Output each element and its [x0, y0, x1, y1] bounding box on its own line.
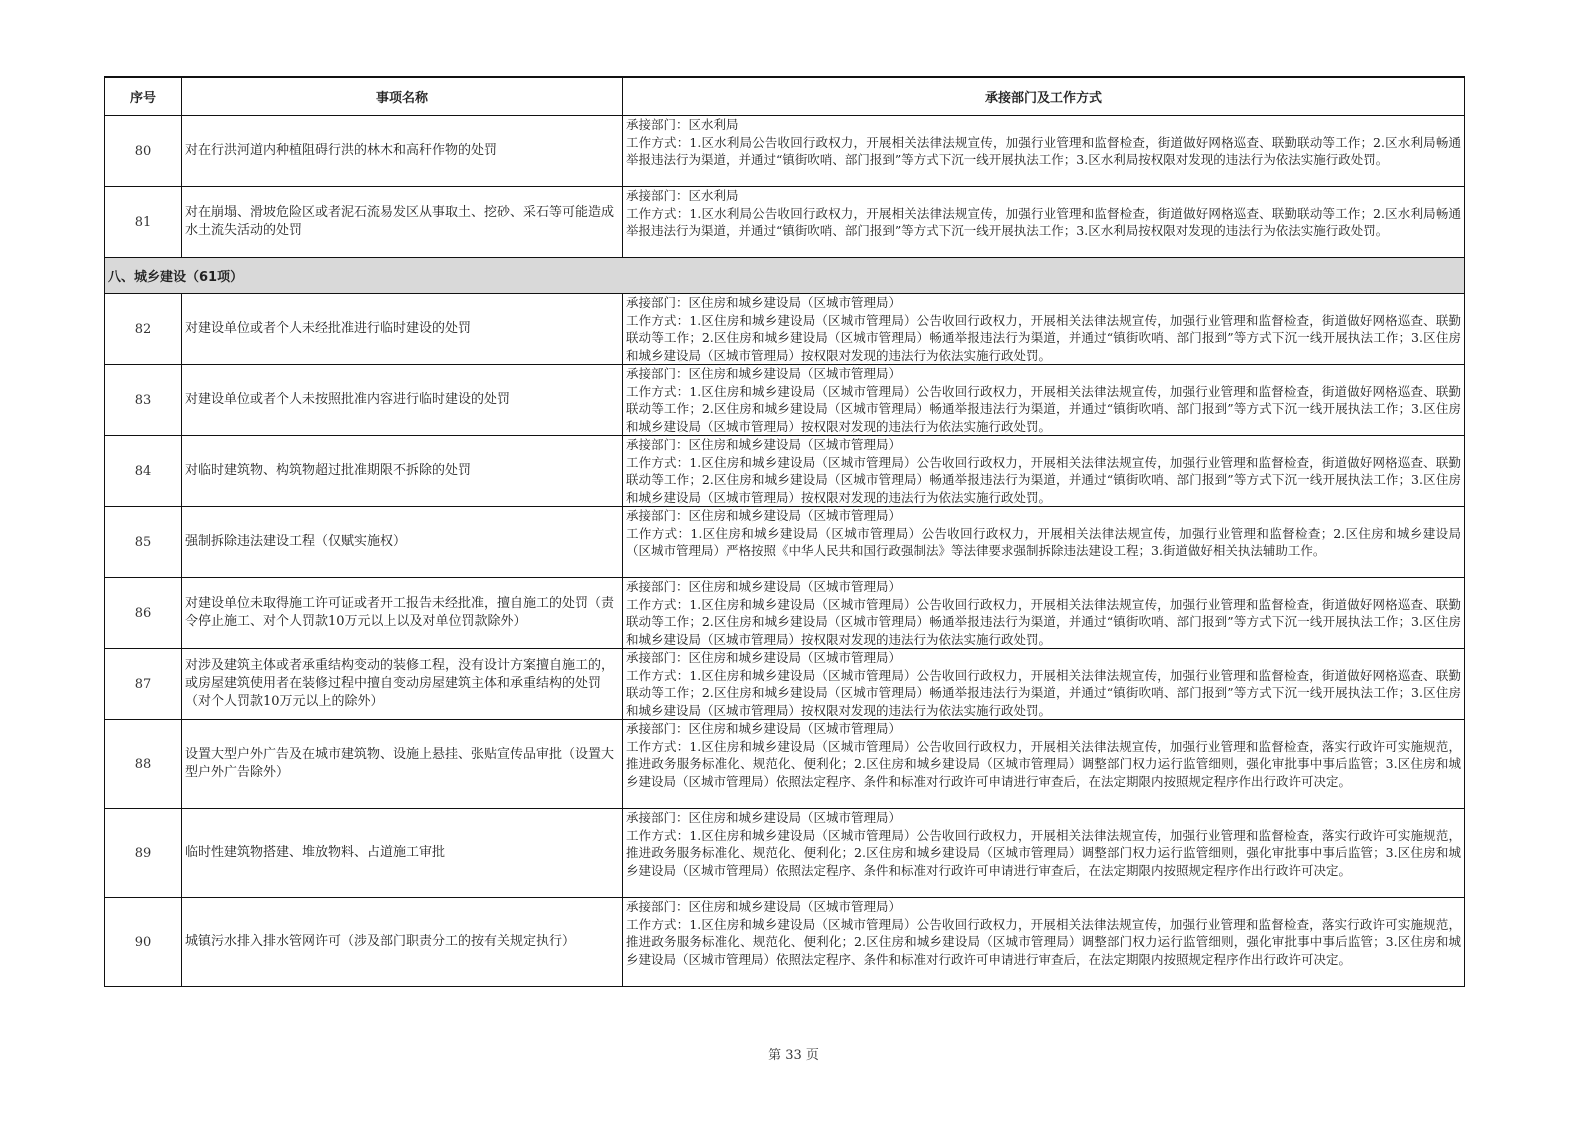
- table-row: [105, 649, 1465, 720]
- item-name: 城镇污水排入排水管网许可（涉及部门职责分工的按有关规定执行）: [182, 898, 623, 987]
- row-number: 80: [105, 116, 182, 187]
- table-row: [105, 436, 1465, 507]
- items-table: [104, 76, 1465, 987]
- dept-cell: [623, 720, 1465, 809]
- row-number: 88: [105, 720, 182, 809]
- work-method: 工作方式：1.区住房和城乡建设局（区城市管理局）公告收回行政权力，开展相关法律法规宣传，加强行业管理和监督检查，街道做好网格巡查、联勤联动等工作；2.区住房和城乡建设局（区城市管理局）畅通举报违法行为渠道，并通过“镇街吹哨、部门报到”等方式下沉一线开展执法工作；3.区住房和城乡建设局（区城市管理局）按权限对发现的违法行为依法实施行政处罚。: [626, 596, 1461, 647]
- dept-cell: [623, 898, 1465, 987]
- dept-label: 承接部门：区住房和城乡建设局（区城市管理局）: [626, 295, 902, 310]
- item-name: 对临时建筑物、构筑物超过批准期限不拆除的处罚: [182, 436, 623, 507]
- dept-cell: [623, 649, 1465, 720]
- row-number: 87: [105, 649, 182, 720]
- table-row: [105, 578, 1465, 649]
- header-dept: 承接部门及工作方式: [623, 77, 1465, 116]
- dept-label: 承接部门：区住房和城乡建设局（区城市管理局）: [626, 810, 902, 825]
- work-method: 工作方式：1.区住房和城乡建设局（区城市管理局）公告收回行政权力，开展相关法律法规宣传，加强行业管理和监督检查，街道做好网格巡查、联勤联动等工作；2.区住房和城乡建设局（区城市管理局）畅通举报违法行为渠道，并通过“镇街吹哨、部门报到”等方式下沉一线开展执法工作；3.区住房和城乡建设局（区城市管理局）按权限对发现的违法行为依法实施行政处罚。: [626, 383, 1461, 434]
- header-no: 序号: [105, 77, 182, 116]
- table-row: [105, 507, 1465, 578]
- item-name: 强制拆除违法建设工程（仅赋实施权）: [182, 507, 623, 578]
- dept-label: 承接部门：区住房和城乡建设局（区城市管理局）: [626, 437, 902, 452]
- row-number: 85: [105, 507, 182, 578]
- row-number: 84: [105, 436, 182, 507]
- table-row: [105, 365, 1465, 436]
- row-number: 82: [105, 294, 182, 365]
- work-method: 工作方式：1.区住房和城乡建设局（区城市管理局）公告收回行政权力，开展相关法律法规宣传，加强行业管理和监督检查；2.区住房和城乡建设局（区城市管理局）严格按照《中华人民共和国行政强制法》等法律要求强制拆除违法建设工程；3.街道做好相关执法辅助工作。: [626, 525, 1461, 558]
- dept-label: 承接部门：区水利局: [626, 117, 739, 132]
- dept-label: 承接部门：区住房和城乡建设局（区城市管理局）: [626, 650, 902, 665]
- item-name: 设置大型户外广告及在城市建筑物、设施上悬挂、张贴宣传品审批（设置大型户外广告除外）: [182, 720, 623, 809]
- dept-label: 承接部门：区住房和城乡建设局（区城市管理局）: [626, 579, 902, 594]
- work-method: 工作方式：1.区住房和城乡建设局（区城市管理局）公告收回行政权力，开展相关法律法规宣传，加强行业管理和监督检查，落实行政许可实施规范，推进政务服务标准化、规范化、便利化；2.区住房和城乡建设局（区城市管理局）调整部门权力运行监管细则，强化审批事中事后监管；3.区住房和城乡建设局（区城市管理局）依照法定程序、条件和标准对行政许可申请进行审查后，在法定期限内按照规定程序作出行政许可决定。: [626, 916, 1461, 967]
- row-number: 89: [105, 809, 182, 898]
- table-row: [105, 720, 1465, 809]
- table-header-row: [105, 77, 1465, 116]
- dept-cell: [623, 187, 1465, 258]
- dept-cell: [623, 436, 1465, 507]
- row-number: 81: [105, 187, 182, 258]
- dept-cell: [623, 116, 1465, 187]
- item-name: 对在行洪河道内种植阻碍行洪的林木和高秆作物的处罚: [182, 116, 623, 187]
- work-method: 工作方式：1.区水利局公告收回行政权力，开展相关法律法规宣传，加强行业管理和监督检查，街道做好网格巡查、联勤联动等工作；2.区水利局畅通举报违法行为渠道，并通过“镇街吹哨、部门报到”等方式下沉一线开展执法工作；3.区水利局按权限对发现的违法行为依法实施行政处罚。: [626, 134, 1461, 167]
- dept-label: 承接部门：区住房和城乡建设局（区城市管理局）: [626, 899, 902, 914]
- row-number: 90: [105, 898, 182, 987]
- item-name: 对在崩塌、滑坡危险区或者泥石流易发区从事取土、挖砂、采石等可能造成水土流失活动的处罚: [182, 187, 623, 258]
- section-header-row: [105, 258, 1465, 294]
- item-name: 临时性建筑物搭建、堆放物料、占道施工审批: [182, 809, 623, 898]
- row-number: 83: [105, 365, 182, 436]
- table-row: [105, 809, 1465, 898]
- dept-cell: [623, 578, 1465, 649]
- dept-label: 承接部门：区水利局: [626, 188, 739, 203]
- dept-cell: [623, 365, 1465, 436]
- table-row: [105, 187, 1465, 258]
- work-method: 工作方式：1.区住房和城乡建设局（区城市管理局）公告收回行政权力，开展相关法律法规宣传，加强行业管理和监督检查，街道做好网格巡查、联勤联动等工作；2.区住房和城乡建设局（区城市管理局）畅通举报违法行为渠道，并通过“镇街吹哨、部门报到”等方式下沉一线开展执法工作；3.区住房和城乡建设局（区城市管理局）按权限对发现的违法行为依法实施行政处罚。: [626, 454, 1461, 505]
- dept-cell: [623, 809, 1465, 898]
- dept-cell: [623, 294, 1465, 365]
- item-name: 对建设单位或者个人未按照批准内容进行临时建设的处罚: [182, 365, 623, 436]
- dept-cell: [623, 507, 1465, 578]
- work-method: 工作方式：1.区住房和城乡建设局（区城市管理局）公告收回行政权力，开展相关法律法规宣传，加强行业管理和监督检查，落实行政许可实施规范，推进政务服务标准化、规范化、便利化；2.区住房和城乡建设局（区城市管理局）调整部门权力运行监管细则，强化审批事中事后监管；3.区住房和城乡建设局（区城市管理局）依照法定程序、条件和标准对行政许可申请进行审查后，在法定期限内按照规定程序作出行政许可决定。: [626, 738, 1461, 789]
- table-row: [105, 294, 1465, 365]
- item-name: 对涉及建筑主体或者承重结构变动的装修工程，没有设计方案擅自施工的，或房屋建筑使用者在装修过程中擅自变动房屋建筑主体和承重结构的处罚（对个人罚款10万元以上的除外）: [182, 649, 623, 720]
- header-name: 事项名称: [182, 77, 623, 116]
- dept-label: 承接部门：区住房和城乡建设局（区城市管理局）: [626, 508, 902, 523]
- dept-label: 承接部门：区住房和城乡建设局（区城市管理局）: [626, 721, 902, 736]
- row-number: 86: [105, 578, 182, 649]
- work-method: 工作方式：1.区住房和城乡建设局（区城市管理局）公告收回行政权力，开展相关法律法规宣传，加强行业管理和监督检查，街道做好网格巡查、联勤联动等工作；2.区住房和城乡建设局（区城市管理局）畅通举报违法行为渠道，并通过“镇街吹哨、部门报到”等方式下沉一线开展执法工作；3.区住房和城乡建设局（区城市管理局）按权限对发现的违法行为依法实施行政处罚。: [626, 312, 1461, 363]
- work-method: 工作方式：1.区住房和城乡建设局（区城市管理局）公告收回行政权力，开展相关法律法规宣传，加强行业管理和监督检查，落实行政许可实施规范，推进政务服务标准化、规范化、便利化；2.区住房和城乡建设局（区城市管理局）调整部门权力运行监管细则，强化审批事中事后监管；3.区住房和城乡建设局（区城市管理局）依照法定程序、条件和标准对行政许可申请进行审查后，在法定期限内按照规定程序作出行政许可决定。: [626, 827, 1461, 878]
- table-row: [105, 116, 1465, 187]
- page-number: 第 33 页: [768, 1048, 819, 1063]
- item-name: 对建设单位未取得施工许可证或者开工报告未经批准，擅自施工的处罚（责令停止施工、对个人罚款10万元以上以及对单位罚款除外）: [182, 578, 623, 649]
- work-method: 工作方式：1.区住房和城乡建设局（区城市管理局）公告收回行政权力，开展相关法律法规宣传，加强行业管理和监督检查，街道做好网格巡查、联勤联动等工作；2.区住房和城乡建设局（区城市管理局）畅通举报违法行为渠道，并通过“镇街吹哨、部门报到”等方式下沉一线开展执法工作；3.区住房和城乡建设局（区城市管理局）按权限对发现的违法行为依法实施行政处罚。: [626, 667, 1461, 718]
- item-name: 对建设单位或者个人未经批准进行临时建设的处罚: [182, 294, 623, 365]
- table-row: [105, 898, 1465, 987]
- dept-label: 承接部门：区住房和城乡建设局（区城市管理局）: [626, 366, 902, 381]
- section-title: 八、城乡建设（61项）: [105, 258, 1465, 294]
- work-method: 工作方式：1.区水利局公告收回行政权力，开展相关法律法规宣传，加强行业管理和监督检查，街道做好网格巡查、联勤联动等工作；2.区水利局畅通举报违法行为渠道，并通过“镇街吹哨、部门报到”等方式下沉一线开展执法工作；3.区水利局按权限对发现的违法行为依法实施行政处罚。: [626, 205, 1461, 238]
